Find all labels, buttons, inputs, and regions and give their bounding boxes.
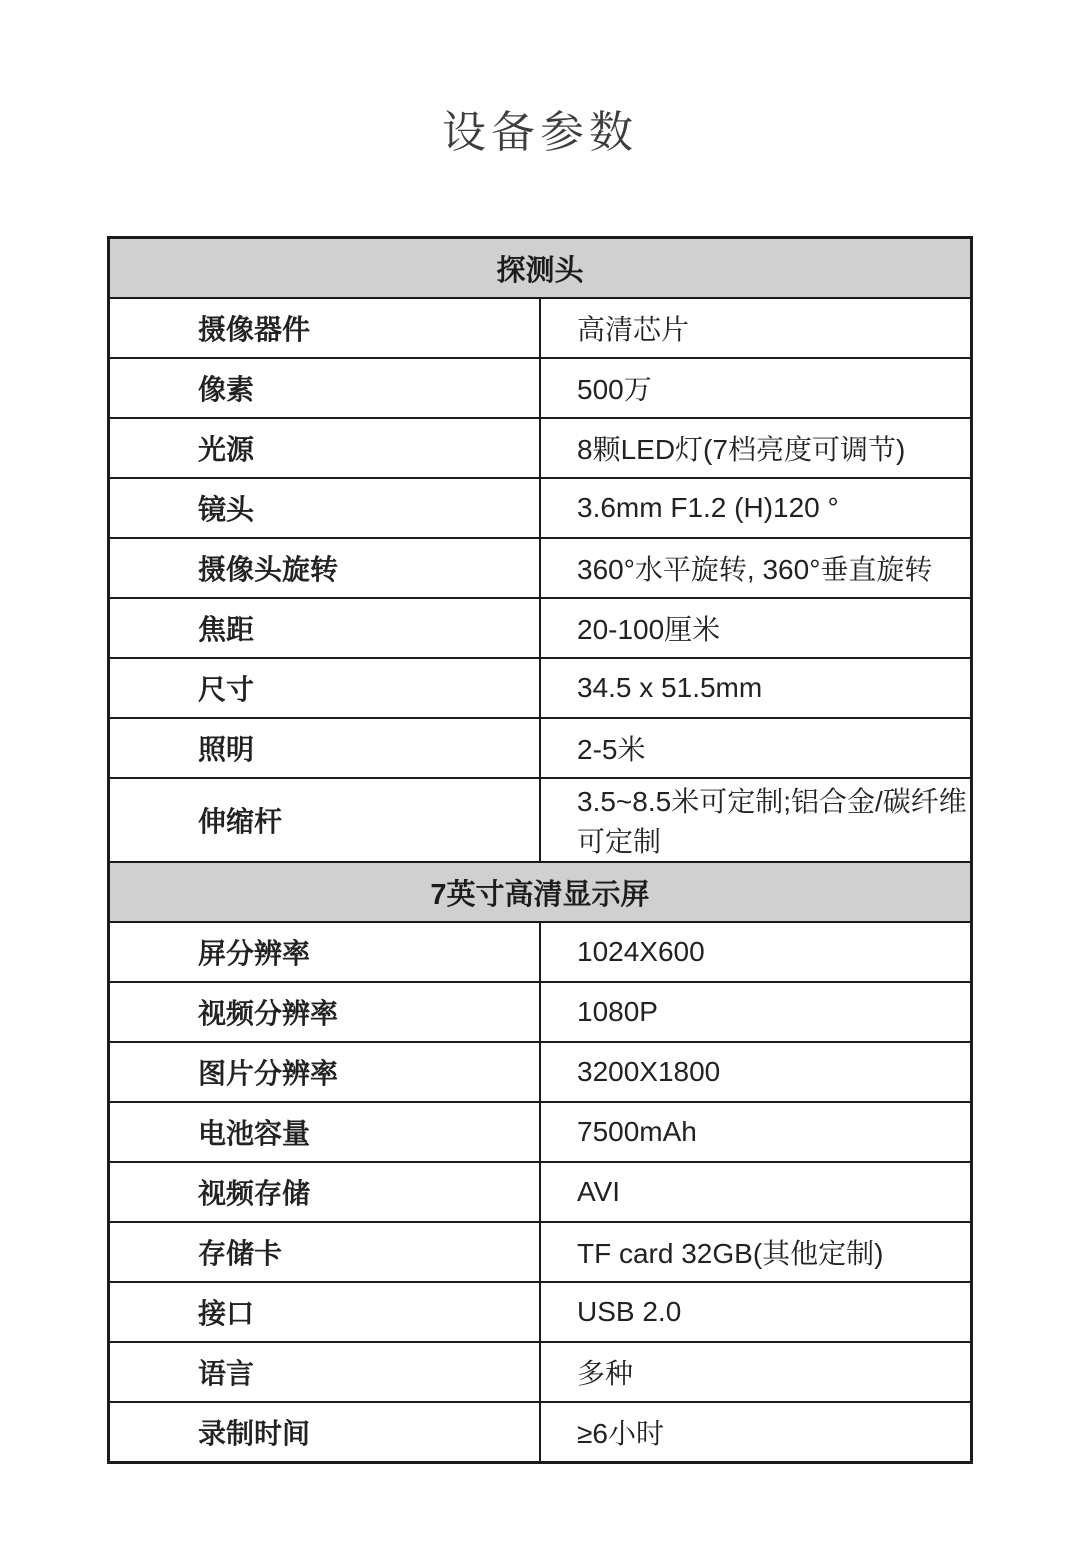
spec-label: 接口 [109, 1282, 541, 1342]
spec-label: 伸缩杆 [109, 778, 541, 862]
spec-row [109, 418, 972, 478]
spec-label: 照明 [109, 718, 541, 778]
spec-row [109, 1342, 972, 1402]
spec-label: 语言 [109, 1342, 541, 1402]
spec-value: 7500mAh [540, 1102, 972, 1162]
spec-row [109, 1102, 972, 1162]
spec-row [109, 718, 972, 778]
spec-label: 尺寸 [109, 658, 541, 718]
spec-value: 360°水平旋转, 360°垂直旋转 [540, 538, 972, 598]
spec-label: 焦距 [109, 598, 541, 658]
spec-value: USB 2.0 [540, 1282, 972, 1342]
spec-value: 3200X1800 [540, 1042, 972, 1102]
spec-value: 500万 [540, 358, 972, 418]
section-header-row [109, 862, 972, 922]
spec-value: ≥6小时 [540, 1402, 972, 1463]
spec-row [109, 922, 972, 982]
spec-row [109, 982, 972, 1042]
spec-label: 视频分辨率 [109, 982, 541, 1042]
spec-value: 多种 [540, 1342, 972, 1402]
spec-row [109, 358, 972, 418]
spec-row [109, 1402, 972, 1463]
spec-row [109, 298, 972, 358]
spec-value: 34.5 x 51.5mm [540, 658, 972, 718]
spec-row [109, 1042, 972, 1102]
spec-value: 3.5~8.5米可定制;铝合金/碳纤维可定制 [540, 778, 972, 862]
spec-label: 镜头 [109, 478, 541, 538]
spec-label: 摄像头旋转 [109, 538, 541, 598]
page-title: 设备参数 [442, 108, 638, 157]
spec-value: 1080P [540, 982, 972, 1042]
spec-label: 屏分辨率 [109, 922, 541, 982]
spec-label: 电池容量 [109, 1102, 541, 1162]
section-header-display: 7英寸高清显示屏 [109, 862, 972, 922]
spec-label: 光源 [109, 418, 541, 478]
section-header-row [109, 238, 972, 299]
spec-row [109, 598, 972, 658]
spec-value: 高清芯片 [540, 298, 972, 358]
spec-row [109, 1282, 972, 1342]
spec-value: 2-5米 [540, 718, 972, 778]
spec-value: 3.6mm F1.2 (H)120 ° [540, 478, 972, 538]
spec-label: 视频存储 [109, 1162, 541, 1222]
spec-row [109, 658, 972, 718]
spec-row [109, 1222, 972, 1282]
spec-label: 摄像器件 [109, 298, 541, 358]
spec-row [109, 538, 972, 598]
section-header-probe: 探测头 [109, 238, 972, 299]
spec-value: 8颗LED灯(7档亮度可调节) [540, 418, 972, 478]
spec-row [109, 478, 972, 538]
spec-value: AVI [540, 1162, 972, 1222]
spec-label: 录制时间 [109, 1402, 541, 1463]
spec-table [107, 236, 973, 1464]
spec-row [109, 778, 972, 862]
spec-label: 像素 [109, 358, 541, 418]
spec-label: 存储卡 [109, 1222, 541, 1282]
spec-value: 1024X600 [540, 922, 972, 982]
spec-row [109, 1162, 972, 1222]
spec-value: TF card 32GB(其他定制) [540, 1222, 972, 1282]
spec-label: 图片分辨率 [109, 1042, 541, 1102]
spec-value: 20-100厘米 [540, 598, 972, 658]
